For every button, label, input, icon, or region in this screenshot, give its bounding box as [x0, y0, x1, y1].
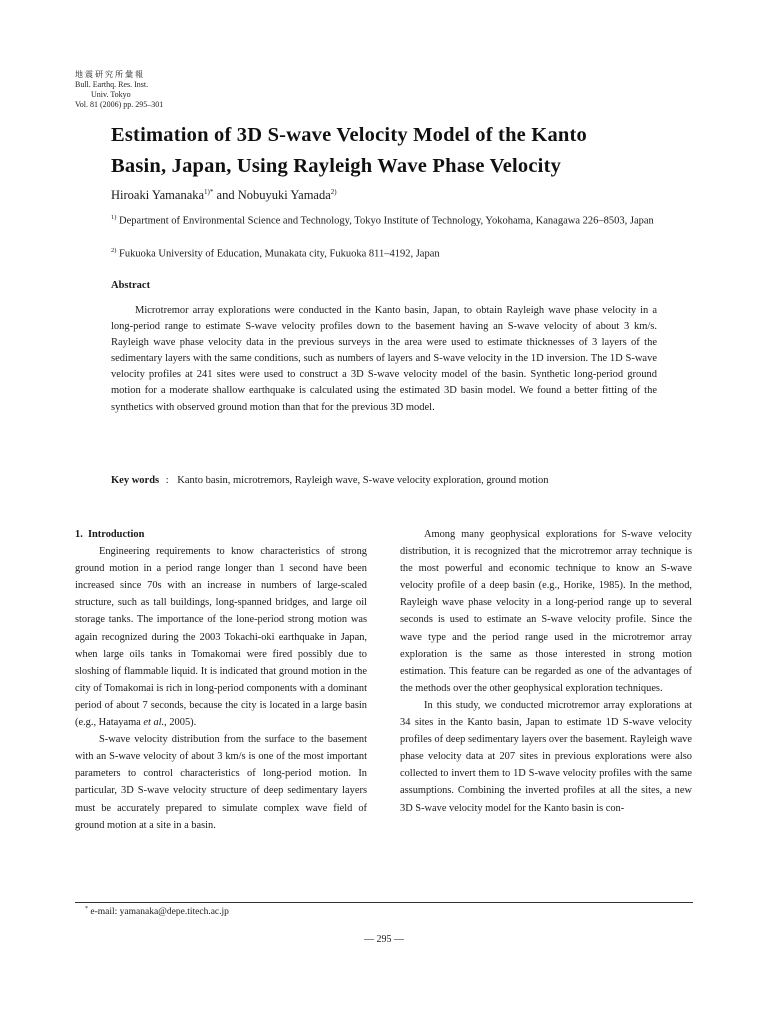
- keywords-label: Key words: [111, 475, 160, 486]
- affiliation-mark: 1): [111, 214, 117, 221]
- affiliation-text: Fukuoka University of Education, Munakata city, Fukuoka 811–4192, Japan: [119, 248, 440, 260]
- footnote-email: e-mail: yamanaka@depe.titech.ac.jp: [90, 907, 229, 918]
- paragraph: In this study, we conducted microtremor array explorations at 34 sites in the Kanto basin, Japan to estimate 1D S-wave velocity profiles of deep sedimentary layers over the basement. Rayleigh wave phase velocity data at 207 sites in previous explorations were also collected to invert them to 1D S-wave velocity profiles with the same assumptions. Combining the inverted profiles at all the sites, a new 3D S-wave velocity model for the Kanto basin is con-: [400, 699, 692, 814]
- author-connector: and: [213, 188, 238, 203]
- author-line: [111, 188, 337, 203]
- footnote: [85, 906, 229, 917]
- paragraph-text: Engineering requirements to know characteristics of strong ground motion in a period range longer than 1 second have been increased since 70s with an increase in numbers of large-scaled structure, such as tall buildings, long-spanned bridges, and large oil storage tanks. The importance of the lone-period strong motion was again recognized during the 2003 Tokachi-oki earthquake in Japan, when large oils tanks in Tomakomai were fired possibly due to sloshing of flammable liquid. It is indicated that ground motion in the city of Tomakomai is rich in long-period components with a dominant period of about 7 seconds, because the city is located in a large basin (e.g., Hatayama: [75, 546, 367, 729]
- author-affil-mark: 2): [330, 188, 337, 196]
- footnote-mark: *: [85, 906, 88, 912]
- journal-header-line: Univ. Tokyo: [91, 90, 131, 99]
- author-name: Hiroaki Yamanaka: [111, 188, 205, 203]
- title-line: Estimation of 3D S-wave Velocity Model of the Kanto: [111, 124, 587, 146]
- author-name: Nobuyuki Yamada: [237, 188, 331, 203]
- affiliation-text: Department of Environmental Science and Technology, Tokyo Institute of Technology, Yokohama, Kanagawa 226–8503, Japan: [119, 215, 654, 227]
- journal-header-line: 地 震 研 究 所 彙 報: [75, 70, 143, 79]
- page-number: — 295 —: [364, 934, 404, 945]
- right-column: [400, 526, 692, 817]
- keywords-separator: :: [165, 475, 169, 486]
- abstract-text: Microtremor array explorations were conducted in the Kanto basin, Japan, to obtain Rayleigh wave phase velocity in a long-period range to estimate S-wave velocity profiles down to the basement having an S-wave velocity of about 3 km/s. Rayleigh wave phase velocity data in the previous surveys in the area were used to estimate thicknesses of 3 layers of the sedimentary layers with the same conditions, such as numbers of layers and S-wave velocity in the 1D inversion. The 1D S-wave velocity profiles at 241 sites were used to construct a 3D S-wave velocity model of the basin. Synthetic long-period ground motion for a moderate shallow earthquake is calculated using the estimated 3D basin model. We found a better fitting of the synthetics with observed ground motion than that for the previous 3D model.: [111, 305, 657, 413]
- affiliation: [111, 243, 671, 263]
- paragraph: S-wave velocity distribution from the surface to the basement with an S-wave velocity of about 3 km/s is one of the most important parameters to control characteristics of long-period motion. In particular, 3D S-wave velocity structure of deep sedimentary layers must be accurately prepared to simulate complex wave field of ground motion at a site in a basin.: [75, 734, 367, 831]
- abstract-heading: Abstract: [111, 280, 151, 291]
- paper-title: [111, 120, 711, 182]
- journal-header: [75, 70, 163, 110]
- journal-header-line: Vol. 81 (2006) pp. 295–301: [75, 100, 164, 109]
- paragraph-text: , 2005).: [164, 717, 197, 729]
- affiliation-mark: 2): [111, 247, 117, 254]
- citation-etal: et al.: [143, 717, 165, 729]
- paragraph: [75, 543, 367, 731]
- title-line: Basin, Japan, Using Rayleigh Wave Phase Velocity: [111, 155, 562, 177]
- keywords-text: Kanto basin, microtremors, Rayleigh wave, S-wave velocity exploration, ground motion: [177, 475, 549, 486]
- journal-header-line: Bull. Earthq. Res. Inst.: [75, 80, 149, 89]
- section-heading: 1. Introduction: [75, 529, 145, 540]
- keywords: [111, 475, 671, 486]
- affiliation: [111, 210, 671, 230]
- left-column: [75, 526, 367, 834]
- paragraph: Among many geophysical explorations for S-wave velocity distribution, it is recognized that the microtremor array technique is the most powerful and economic technique to know an S-wave velocity profile of a deep basin (e.g., Horike, 1985). In the method, Rayleigh wave phase velocity in a long-period range up to several seconds is used to estimate an S-wave velocity profile. Since the wave type and the period range used in the microtremor array exploration is the same as those interested in strong motion estimation. This feature can be regarded as one of the advantages of the methods over the other geophysical exploration techniques.: [400, 529, 692, 694]
- author-affil-mark: 1)*: [204, 188, 214, 196]
- footnote-rule: [75, 902, 693, 903]
- abstract-body: [111, 303, 657, 416]
